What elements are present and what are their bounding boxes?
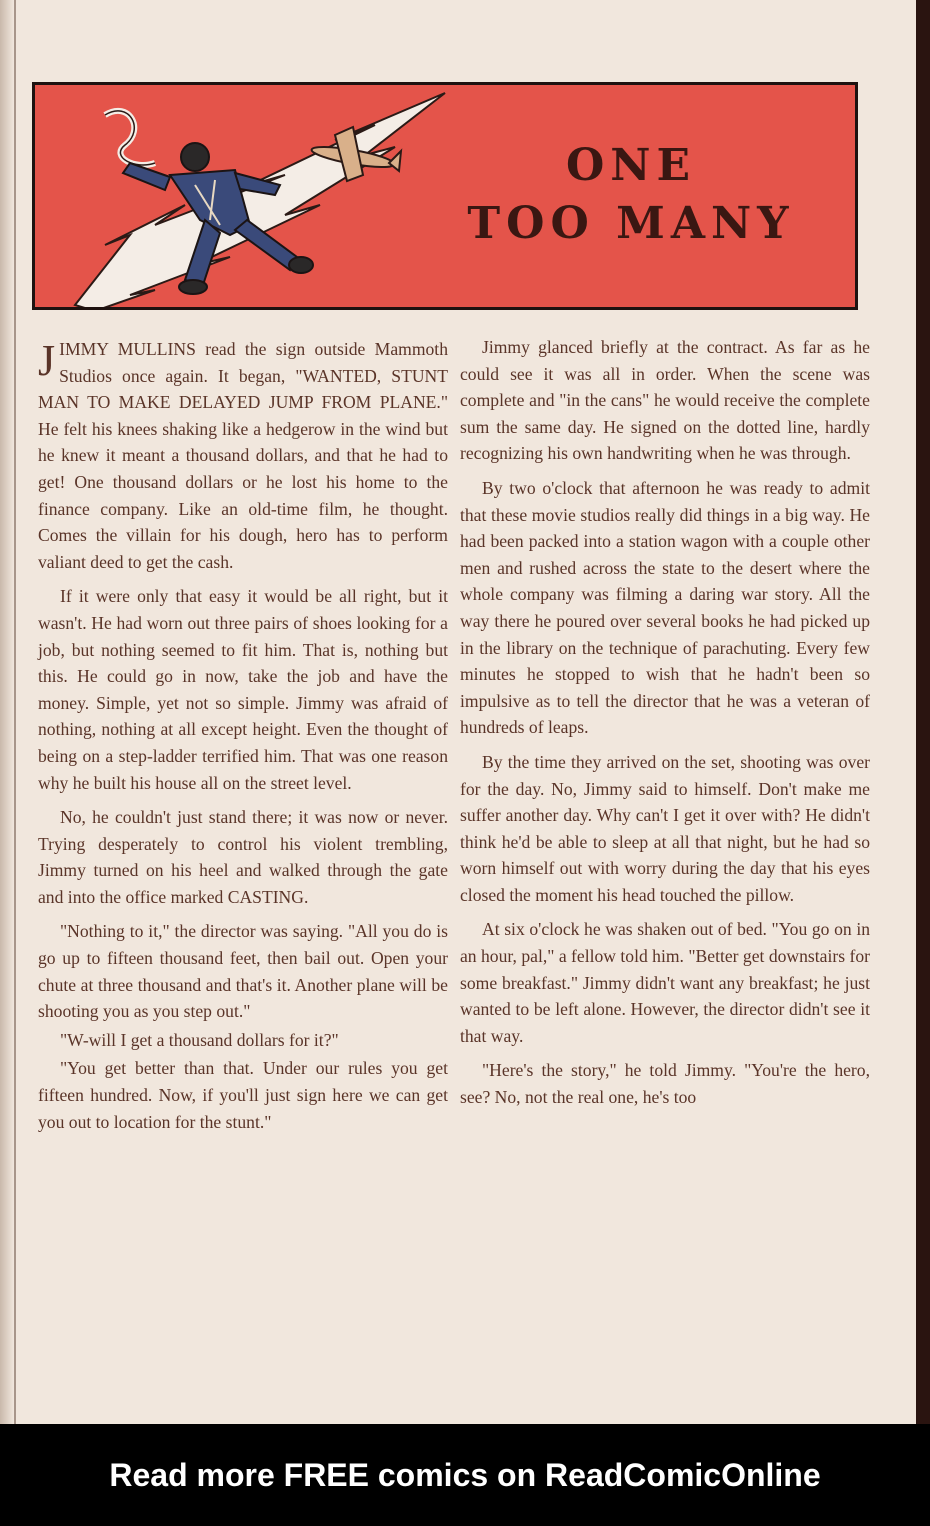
paragraph: Jimmy glanced briefly at the contract. As far as he could see it was all in order. When the scene was complete and "in the cans" he would receive the complete sum the same day. He signed on the dotted line, hardly recognizing his own handwriting when he was through. [460,337,870,464]
paragraph: JIMMY MULLINS read the sign outside Mammoth Studios once again. It began, "WANTED, STUNT MAN TO MAKE DELAYED JUMP FROM PLANE." He felt his knees shaking like a hedgerow in the wind but he knew it meant a thousand dollars, and that he had to get! One thousand dollars or he lost his home to the finance company. Like an old-time film, he thought. Comes the villain for his dough, hero has to perform valiant deed to get the cash. [38,336,448,572]
paragraph: By two o'clock that afternoon he was ready to admit that these movie studios really did things in a big way. He had been packed into a station wagon with a couple other men and rushed across the state to the desert where the whole company was filming a daring war story. All the way there he poured over several books he had picked up in the library on the technique of parachuting. Every few minutes he stopped to wish that he hadn't been so impulsive as to tell the director that he was a veteran of hundreds of leaps. [460,477,870,738]
paragraph: By the time they arrived on the set, shooting was over for the day. No, Jimmy said to himself. Don't make me suffer another day. Why can't I get it over with? He didn't think he'd be able to sleep at all that night, but he had so worn himself out with worry during the day that his eyes closed the moment his head touched the pillow. [460,751,870,905]
paragraph: "W-will I get a thousand dollars for it?" [60,1029,339,1050]
paragraph: "Nothing to it," the director was saying. "All you do is go up to fifteen thousand feet, then bail out. Open your chute at three thousand and that's it. Another plane will be shooting you as you step out." [38,921,448,1022]
title-line-one: ONE [565,140,697,191]
title-line-two: TOO MANY [467,198,795,249]
paragraph: "Here's the story," he told Jimmy. "You're the hero, see? No, not the real one, he's too [460,1060,870,1108]
paragraph: No, he couldn't just stand there; it was now or never. Trying desperately to control his violent trembling, Jimmy turned on his heel and walked through the gate and into the office marked CASTING. [38,807,448,907]
story-banner [32,82,858,310]
promo-text: Read more FREE comics on ReadComicOnline [109,1457,821,1493]
paragraph: At six o'clock he was shaken out of bed. "You go on in an hour, pal," a fellow told him. "Better get downstairs for some breakfast." Jimmy didn't want any breakfast; he just wanted to be left alone. However, the director didn't see it that way. [460,919,870,1046]
promo-footer [0,1424,930,1526]
story-title [441,137,821,253]
left-text-column [38,336,448,1143]
page-fold [14,0,16,1424]
paragraph: "You get better than that. Under our rules you get fifteen hundred. Now, if you'll just sign here we can get you out to location for the stunt." [38,1058,448,1132]
drop-cap: J [38,336,56,385]
right-text-column [460,334,870,1119]
paragraph: If it were only that easy it would be all right, but it wasn't. He had worn out three pairs of shoes looking for a job, but nothing seemed to fit him. That is, nothing but this. He could go in now, take the job and have the money. Simple, yet not so simple. Jimmy was afraid of nothing, nothing at all except height. Even the thought of being on a step-ladder terrified him. That was one reason why he built his house all on the street level. [38,586,448,793]
